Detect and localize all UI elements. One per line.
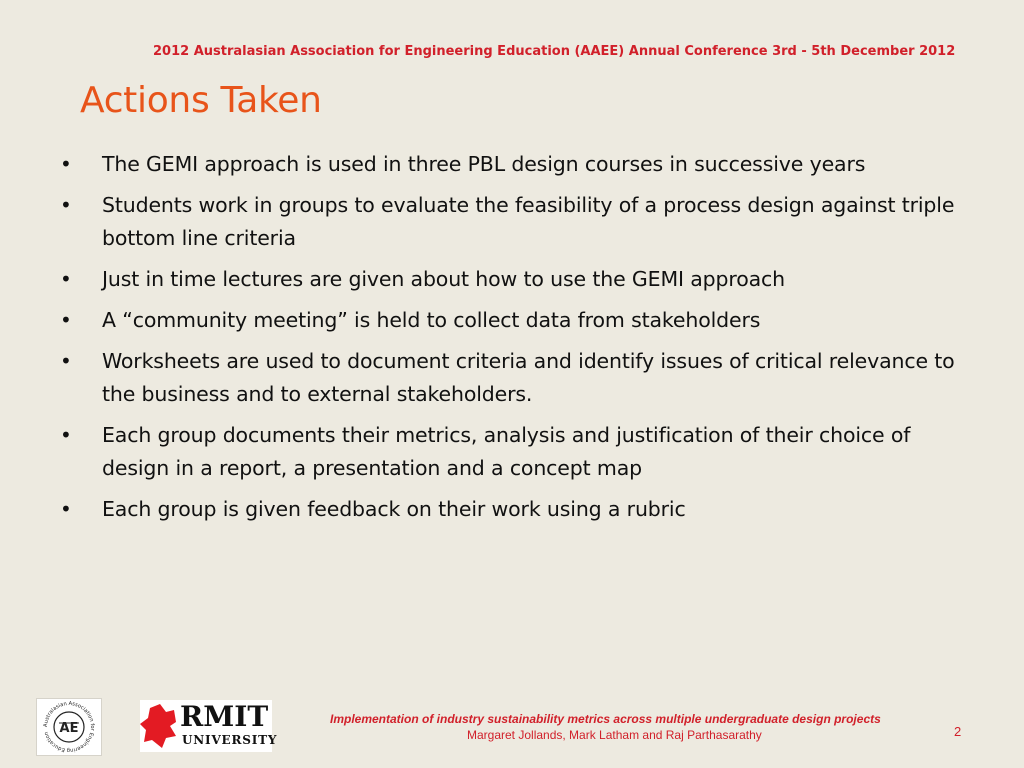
- bullet-icon: •: [60, 497, 72, 521]
- bullet-item: [60, 263, 965, 296]
- rmit-subtitle: UNIVERSITY: [182, 733, 278, 747]
- bullet-text: Worksheets are used to document criteria and identify issues of critical relevance to the business and to external stakeholders.: [102, 349, 955, 406]
- bullet-icon: •: [60, 193, 72, 217]
- bullet-item: [60, 148, 965, 181]
- aaee-logo-icon: [37, 699, 101, 755]
- bullet-icon: •: [60, 349, 72, 373]
- bullet-text: Students work in groups to evaluate the feasibility of a process design against triple bottom line criteria: [102, 193, 955, 250]
- bullet-item: [60, 304, 965, 337]
- bullet-text: Each group documents their metrics, analysis and justification of their choice of design in a report, a presentation and a concept map: [102, 423, 911, 480]
- bullet-item: [60, 493, 965, 526]
- bullet-text: The GEMI approach is used in three PBL design courses in successive years: [102, 152, 866, 176]
- footer: [0, 690, 1024, 760]
- rmit-flame-icon: [140, 700, 180, 752]
- slide-title: Actions Taken: [80, 80, 322, 121]
- bullet-text: A “community meeting” is held to collect data from stakeholders: [102, 308, 761, 332]
- bullet-item: [60, 345, 965, 411]
- conference-header: 2012 Australasian Association for Engineering Education (AAEE) Annual Conference 3rd - 5th December 2012: [153, 44, 956, 59]
- footer-title: Implementation of industry sustainability metrics across multiple undergraduate design projects: [330, 712, 881, 726]
- bullet-icon: •: [60, 308, 72, 332]
- bullet-item: [60, 189, 965, 255]
- footer-authors: Margaret Jollands, Mark Latham and Raj Parthasarathy: [467, 728, 762, 742]
- aaee-logo: [36, 698, 102, 756]
- bullet-icon: •: [60, 267, 72, 291]
- rmit-logo: [140, 700, 278, 752]
- bullet-icon: •: [60, 423, 72, 447]
- page-number: 2: [954, 724, 962, 739]
- bullet-list: [60, 148, 965, 534]
- bullet-text: Just in time lectures are given about how to use the GEMI approach: [102, 267, 785, 291]
- bullet-text: Each group is given feedback on their work using a rubric: [102, 497, 686, 521]
- bullet-icon: •: [60, 152, 72, 176]
- rmit-wordmark: RMIT: [180, 700, 269, 733]
- aaee-ring-text: Australasian Association for Engineering Education: [42, 700, 96, 754]
- bullet-item: [60, 419, 965, 485]
- aaee-mark: AE: [59, 721, 79, 736]
